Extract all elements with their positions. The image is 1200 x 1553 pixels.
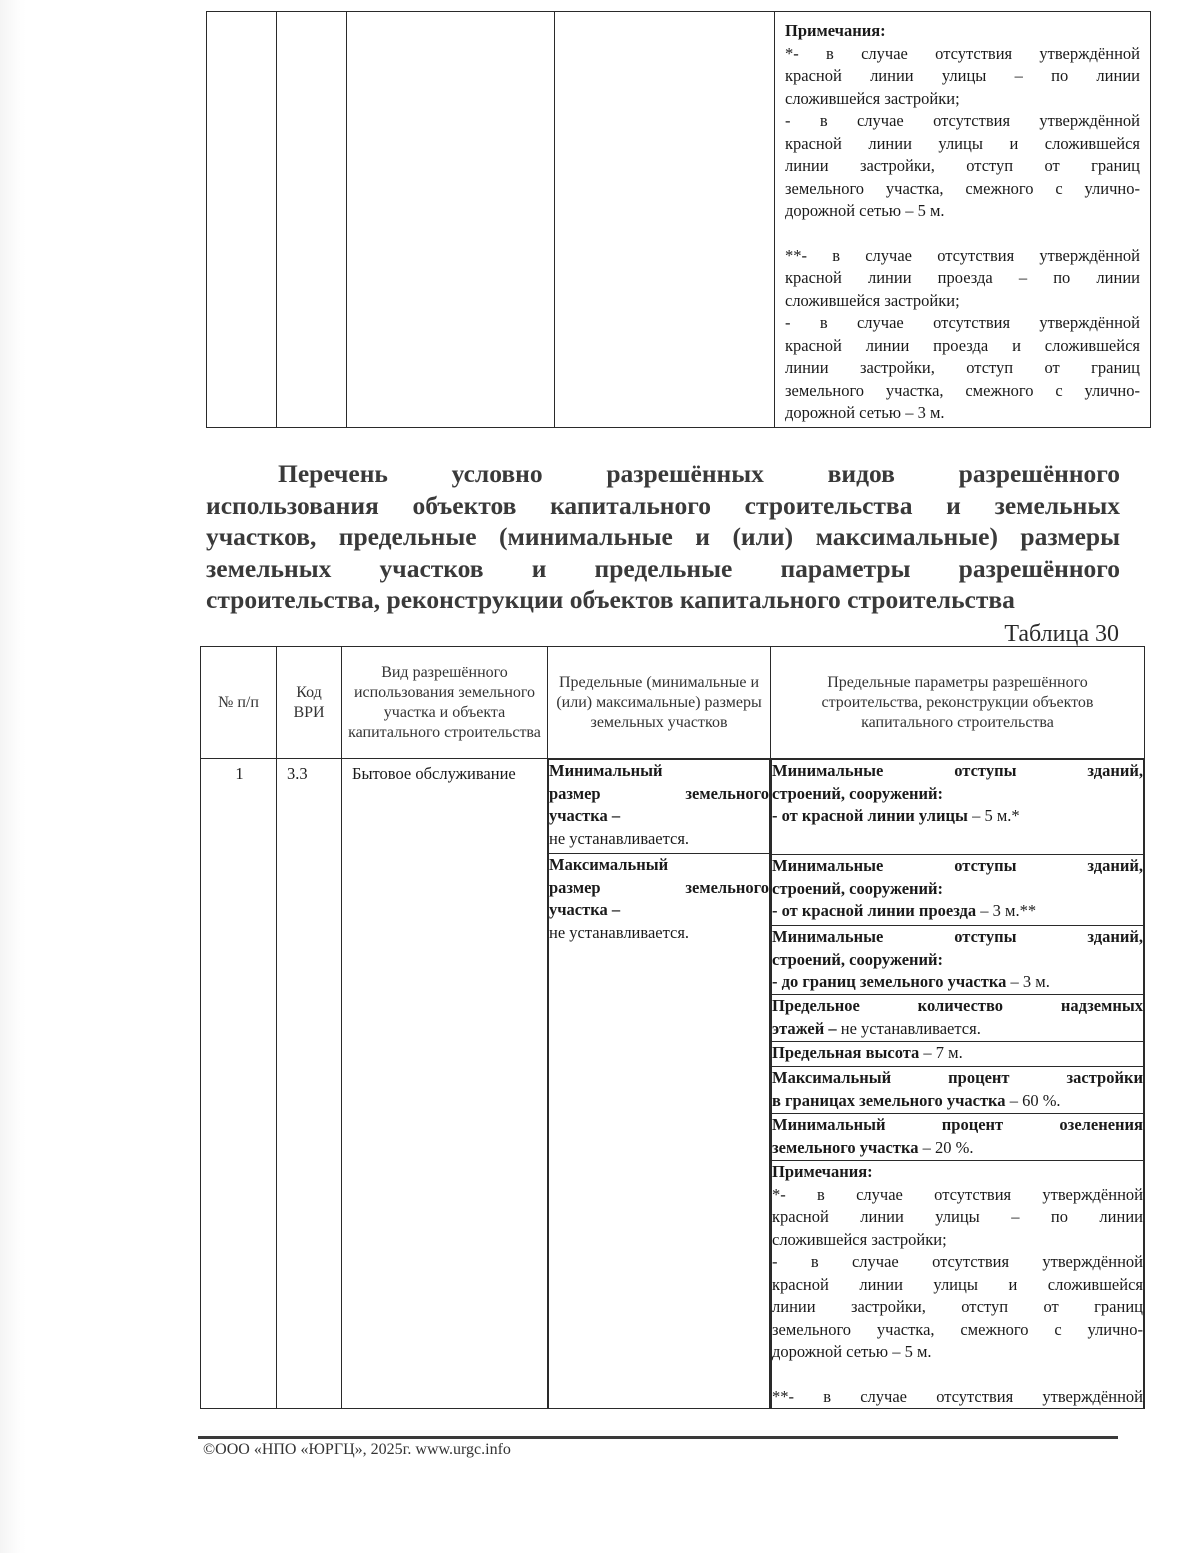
scan-edge [0,0,26,1553]
param-value [772,971,1143,994]
param-value-label: - до границ земельного участка [772,972,1007,991]
note-line: сложившейся застройки; [772,1229,947,1249]
continuation-table [206,11,1151,428]
param-value [772,805,1143,828]
param-line: Минимальные отступы зданий, [772,856,1143,875]
note-line: красной линии улицы – по линии [785,66,1140,85]
header-params: Предельные параметры разрешённого строительства, реконструкции объектов капитального строительства [771,647,1145,759]
note-line: земельного участка, смежного с улично- [772,1319,1143,1339]
header-kind: Вид разрешённого использования земельного участка и объекта капитального строительства [342,647,548,759]
max-size-value: не устанавливается. [549,922,690,942]
notes-list [785,43,1140,425]
header-num: № п/п [201,647,277,759]
param-line: Максимальный процент застройки [772,1068,1143,1087]
table-row [201,759,1145,1409]
param-value [772,1042,1143,1065]
row-code: 3.3 [277,759,342,1409]
empty-cell [555,12,775,428]
param-block [772,1114,1144,1161]
param-value-text: – 3 м. [1006,972,1050,991]
max-size-line: участка – [549,900,621,919]
param-row [772,1114,1144,1161]
param-value-label: - от красной линии проезда [772,901,977,920]
note-spacer [785,223,1140,245]
param-line: Предельное количество надземных [772,996,1143,1015]
note-line: - в случае отсутствия утверждённой [785,111,1140,130]
param-value-text: – 20 %. [918,1137,974,1157]
section-heading [206,458,1120,616]
note-line: дорожной сетью – 3 м. [785,403,945,422]
note-line: линии застройки, отступ от границ [772,1297,1143,1316]
main-table [200,646,1145,1409]
sizes-subtable [548,759,770,1408]
heading-line: земельных участков и предельные параметры разрешённого [206,553,1120,583]
param-value-text: – 7 м. [919,1043,963,1062]
row-num: 1 [201,759,277,1409]
notes-list [772,1184,1143,1409]
param-line: Минимальные отступы зданий, [772,761,1143,780]
note-line: красной линии улицы – по линии [772,1207,1143,1226]
footer-rule [198,1436,1118,1439]
param-block [772,1042,1144,1067]
header-sizes: Предельные (минимальные и (или) максимальные) размеры земельных участков [548,647,771,759]
note-line: *- в случае отсутствия утверждённой [785,43,1140,63]
empty-cell [277,12,347,428]
note-line: - в случае отсутствия утверждённой [785,313,1140,332]
param-block [772,926,1144,995]
note-line: сложившейся застройки; [785,290,960,310]
param-block [772,995,1144,1042]
heading-line: участков, предельные (минимальные и (или) максимальные) размеры [206,522,1120,551]
param-line: Минимальные отступы зданий, [772,927,1143,946]
notes-cell [775,12,1151,428]
heading-line: строительства, реконструкции объектов капитального строительства [206,585,1015,614]
heading-line: Перечень условно разрешённых видов разрешённого [278,459,1120,488]
min-size-line: участка – [549,806,621,825]
table-header-row [201,647,1145,759]
note-line: красной линии проезда и сложившейся [785,335,1140,355]
table-caption: Таблица 30 [1004,621,1119,647]
param-value-label: Предельная высота [772,1043,920,1062]
param-row [772,760,1144,855]
param-notes-row [772,1161,1144,1409]
param-value [772,900,1143,923]
note-line: - в случае отсутствия утверждённой [772,1252,1143,1271]
param-line: строений, сооружений: [772,878,944,898]
empty-cell [347,12,555,428]
sizes-cell [548,759,771,1409]
heading-line: использования объектов капитального строительства и земельных [206,490,1120,520]
note-spacer [772,1364,1143,1386]
param-value-text: – 5 м.* [967,806,1020,825]
param-block [772,855,1144,926]
max-size-block [549,854,770,1409]
min-size-value: не устанавливается. [549,828,690,848]
param-row [772,995,1144,1042]
note-line: дорожной сетью – 5 м. [785,201,945,220]
param-value [772,1090,1143,1113]
param-value-text: – 3 м.** [976,901,1037,920]
param-value-text: не устанавливается. [836,1018,981,1038]
param-line: строений, сооружений: [772,949,944,969]
note-line: **- в случае отсутствия утверждённой [772,1386,1143,1406]
max-size-line: размер земельного [549,877,769,897]
param-value-label: - от красной линии улицы [772,806,968,825]
param-notes-block [772,1161,1144,1409]
notes-title: Примечания: [772,1162,873,1181]
note-line: линии застройки, отступ от границ [785,358,1140,377]
param-line: строений, сооружений: [772,783,944,803]
notes-title: Примечания: [785,21,886,40]
note-line: красной линии улицы и сложившейся [785,133,1140,153]
min-size-block [549,760,770,854]
empty-cell [207,12,277,428]
param-block [772,760,1144,855]
note-line: красной линии улицы и сложившейся [772,1274,1143,1294]
row-kind: Бытовое обслуживание [342,759,548,1409]
param-value [772,1137,1143,1160]
params-cell [771,759,1145,1409]
footer-text: ©ООО «НПО «ЮРГЦ», 2025г. www.urgc.info [203,1441,511,1458]
note-line: земельного участка, смежного с улично- [785,178,1140,198]
header-code: Код ВРИ [277,647,342,759]
max-size-line: Максимальный [549,855,669,874]
min-size-line: Минимальный [549,761,663,780]
note-line: **- в случае отсутствия утверждённой [785,245,1140,265]
param-value-label: этажей – [772,1018,837,1038]
param-value-label: в границах земельного участка [772,1090,1006,1110]
note-line: красной линии проезда – по линии [785,268,1140,287]
note-line: земельного участка, смежного с улично- [785,380,1140,400]
note-line: сложившейся застройки; [785,88,960,108]
note-line: дорожной сетью – 5 м. [772,1342,932,1361]
note-line: линии застройки, отступ от границ [785,156,1140,175]
params-subtable [771,759,1144,1408]
param-row [772,1042,1144,1067]
param-block [772,1067,1144,1114]
param-row [772,926,1144,995]
param-line: Минимальный процент озеленения [772,1115,1143,1134]
min-size-line: размер земельного [549,783,769,803]
param-value-text: – 60 %. [1005,1090,1061,1110]
param-row [772,855,1144,926]
note-line: *- в случае отсутствия утверждённой [772,1184,1143,1204]
param-row [772,1067,1144,1114]
param-value-label: земельного участка [772,1137,919,1157]
param-value [772,1018,1143,1041]
